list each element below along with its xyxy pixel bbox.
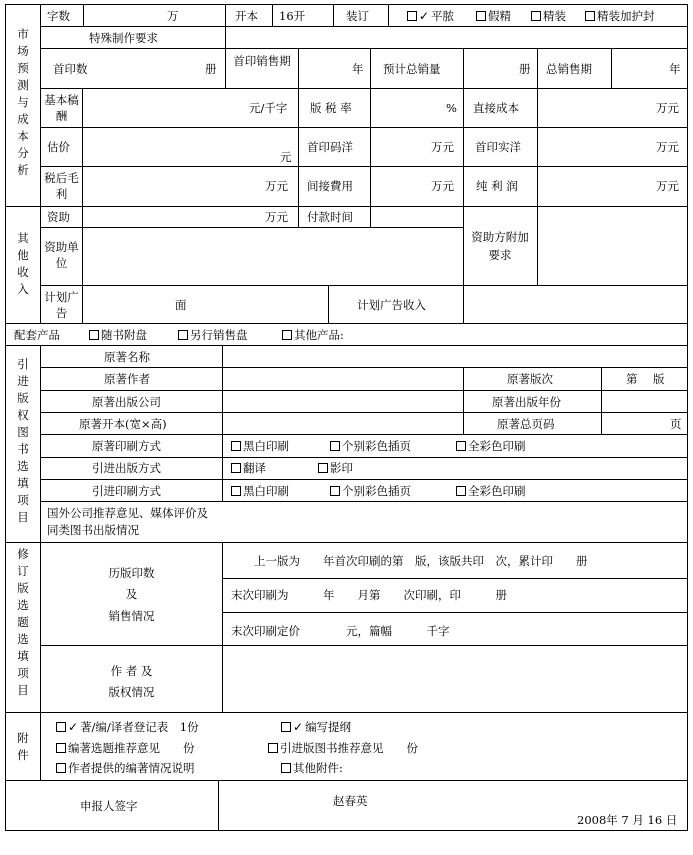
original-author-label: 原著作者 — [104, 372, 150, 386]
last-printing-line: 末次印刷为 年 月第 次印刷，印 册 — [231, 588, 507, 602]
original-print-full-color[interactable]: 全彩色印刷 — [456, 439, 526, 453]
word-count-label: 字数 — [47, 9, 70, 23]
last-printing-price-line: 末次印刷定价 元，篇幅 千字 — [231, 624, 450, 638]
sponsor-label: 资助 — [47, 210, 70, 224]
original-print-bw[interactable]: 黑白印刷 — [231, 439, 289, 453]
sponsor-unit: 万元 — [265, 210, 288, 224]
signature-date[interactable]: 2008年 7 月 16 日 — [577, 813, 678, 827]
direct-cost-label: 直接成本 — [473, 101, 519, 115]
indirect-cost-label: 间接費用 — [307, 179, 353, 193]
attachment-author-registration[interactable]: ✓ 著/编/译者登记表 1份 — [56, 720, 199, 734]
indirect-cost-unit: 万元 — [431, 179, 454, 193]
binding-option-flat[interactable]: ✓ 平脓 — [407, 9, 454, 23]
first-sale-period-label: 首印销售期 — [233, 54, 291, 68]
original-year-label: 原著出版年份 — [492, 395, 561, 409]
ad-plan-unit: 面 — [175, 298, 187, 312]
first-print-breakeven-unit: 万元 — [431, 140, 454, 154]
import-method-translate[interactable]: 翻译 — [231, 461, 266, 475]
expected-total-sales-label: 预计总销量 — [383, 62, 441, 76]
base-fee-unit: 元/千字 — [249, 101, 288, 115]
planned-ad-income-label: 计划广告收入 — [357, 298, 426, 312]
first-print-qty-label: 首印数 — [53, 62, 88, 76]
original-pages-label: 原著总页码 — [497, 417, 555, 431]
sales-history-label-3: 销售情况 — [108, 609, 155, 623]
bundled-products-label: 配套产品 — [14, 328, 60, 342]
sales-history-label-1: 历版印数 — [108, 566, 155, 580]
sponsor-unit-label: 资助单位 — [44, 240, 79, 270]
sponsor-extra-label: 资助方附加要求 — [471, 230, 529, 262]
market-section-label: 市场预测与成本分析 — [17, 27, 29, 177]
edition-prefix: 第 — [626, 372, 638, 386]
after-tax-margin-label: 税后毛利 — [44, 171, 79, 201]
original-publisher-label: 原著出版公司 — [92, 395, 161, 409]
base-fee-label: 基本稿酬 — [44, 93, 79, 123]
original-printing-label: 原著印刷方式 — [92, 439, 161, 453]
first-print-breakeven-label: 首印码洋 — [307, 140, 353, 154]
import-printing-label: 引进印刷方式 — [92, 484, 161, 498]
royalty-rate-label: 版 税 率 — [310, 101, 352, 115]
edition-suffix: 版 — [653, 372, 665, 386]
net-profit-unit: 万元 — [656, 179, 679, 193]
bundled-option-separate-disc[interactable]: 另行销售盘 — [178, 328, 248, 342]
original-title-label: 原著名称 — [104, 350, 150, 364]
bundled-option-other[interactable]: 其他产品: — [282, 328, 344, 342]
net-profit-label: 纯 利 润 — [476, 179, 518, 193]
bundled-option-disc[interactable]: 随书附盘 — [89, 328, 147, 342]
attachment-topic-recommendation[interactable]: 编著选题推荐意见 份 — [56, 741, 195, 755]
previous-edition-line: 上一版为 年首次印刷的第 版，该版共印 次，累计印 册 — [254, 554, 588, 568]
after-tax-margin-unit: 万元 — [265, 179, 288, 193]
applicant-signature-label: 申报人签字 — [80, 799, 138, 813]
sales-history-label-2: 及 — [125, 587, 138, 601]
binding-option-hardcover-jacket[interactable]: 精装加护封 — [585, 9, 655, 23]
word-count-unit: 万 — [167, 9, 179, 23]
import-print-bw[interactable]: 黑白印刷 — [231, 484, 289, 498]
special-requirements-label: 特殊制作要求 — [89, 31, 158, 45]
payment-time-label: 付款时间 — [307, 210, 353, 224]
applicant-name[interactable]: 赵春英 — [333, 794, 368, 808]
first-print-actual-label: 首印实洋 — [475, 140, 521, 154]
import-method-label: 引进出版方式 — [92, 461, 161, 475]
direct-cost-unit: 万元 — [656, 101, 679, 115]
format-value[interactable]: 16开 — [279, 9, 306, 23]
original-edition-label: 原著版次 — [507, 372, 553, 386]
expected-total-sales-unit: 册 — [519, 62, 531, 76]
format-label: 开本 — [235, 9, 258, 23]
first-print-qty-unit: 册 — [205, 62, 217, 76]
attachment-import-recommendation[interactable]: 引进版图书推荐意见 份 — [268, 741, 418, 755]
foreign-opinion-label: 国外公司推荐意见、媒体评价及同类图书出版情况 — [47, 506, 208, 537]
import-method-facsimile[interactable]: 影印 — [318, 461, 353, 475]
total-sales-period-label: 总销售期 — [546, 62, 592, 76]
attachment-author-description[interactable]: 作者提供的编著情况说明 — [56, 761, 195, 775]
ad-plan-label: 计划广告 — [44, 290, 79, 320]
original-format-label: 原著开本(宽×高) — [79, 417, 167, 431]
attachment-other[interactable]: 其他附件: — [281, 761, 343, 775]
import-print-some-color[interactable]: 个别彩色插页 — [330, 484, 411, 498]
revision-section-label: 修订版选题选填项目 — [17, 547, 29, 697]
price-label: 估价 — [47, 140, 70, 154]
total-sales-period-unit: 年 — [669, 62, 681, 76]
attachments-section-label: 附件 — [17, 731, 29, 762]
author-copyright-label-1: 作 者 及 — [110, 664, 153, 678]
royalty-rate-unit: % — [446, 101, 457, 115]
first-sale-period-unit: 年 — [352, 62, 364, 76]
original-pages-unit: 页 — [670, 417, 682, 431]
binding-label: 装订 — [346, 9, 369, 23]
original-print-some-color[interactable]: 个别彩色插页 — [330, 439, 411, 453]
binding-option-fake-hard[interactable]: 假精 — [476, 9, 511, 23]
other-income-section-label: 其他收入 — [17, 231, 29, 296]
attachment-outline[interactable]: ✓ 编写提纲 — [281, 720, 351, 734]
price-unit: 元 — [280, 150, 292, 164]
binding-option-hardcover[interactable]: 精装 — [531, 9, 566, 23]
import-section-label: 引进版权图书选填项目 — [17, 357, 29, 524]
first-print-actual-unit: 万元 — [656, 140, 679, 154]
author-copyright-label-2: 版权情况 — [108, 685, 155, 699]
import-print-full-color[interactable]: 全彩色印刷 — [456, 484, 526, 498]
